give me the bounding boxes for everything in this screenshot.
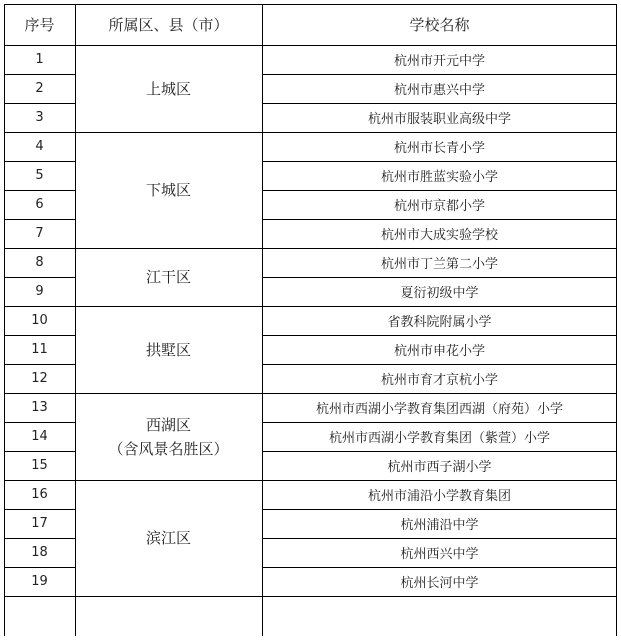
- school-name: 杭州市惠兴中学: [393, 83, 485, 98]
- school-name: 杭州西兴中学: [400, 547, 479, 562]
- row-divider: [262, 277, 617, 278]
- district-cell: [75, 248, 262, 306]
- row-number: 3: [35, 110, 44, 125]
- school-name: 省教科院附属小学: [387, 315, 492, 330]
- school-name: 杭州市大成实验学校: [380, 228, 498, 243]
- row-divider: [262, 103, 617, 104]
- row-divider: [262, 538, 617, 539]
- row-divider: [4, 219, 76, 220]
- school-name: 杭州市西湖小学教育集团（紫萱）小学: [328, 431, 550, 446]
- column-divider: [75, 4, 76, 636]
- row-number: 5: [35, 168, 44, 183]
- row-number: 10: [31, 313, 48, 328]
- school-name: 杭州市胜蓝实验小学: [380, 170, 498, 185]
- row-divider: [262, 219, 617, 220]
- row-divider: [4, 335, 76, 336]
- row-divider: [262, 74, 617, 75]
- header-district: 所属区、县（市）: [108, 16, 229, 34]
- district-name: 西湖区: [145, 415, 191, 434]
- school-name: 杭州浦沿中学: [400, 518, 479, 533]
- row-number: 18: [31, 545, 48, 560]
- district-name: 江干区: [145, 268, 191, 286]
- row-divider: [262, 161, 617, 162]
- row-divider: [4, 74, 76, 75]
- row-divider: [262, 422, 617, 423]
- district-name: 滨江区: [145, 529, 191, 547]
- school-name: 杭州市西湖小学教育集团西湖（府苑）小学: [315, 402, 563, 417]
- row-number: 11: [31, 342, 48, 357]
- district-note: （含风景名胜区）: [108, 439, 229, 458]
- row-divider: [4, 190, 76, 191]
- row-divider: [4, 103, 76, 104]
- school-name: 杭州市浦沿小学教育集团: [367, 489, 511, 504]
- school-name: 杭州市育才京杭小学: [380, 373, 498, 388]
- school-name: 杭州市西子湖小学: [387, 460, 492, 475]
- row-divider: [4, 248, 617, 249]
- row-divider: [4, 480, 617, 481]
- row-number: 4: [35, 139, 44, 154]
- row-divider: [4, 277, 76, 278]
- column-divider: [616, 4, 617, 636]
- district-cell: [75, 132, 262, 248]
- row-number: 15: [31, 458, 48, 473]
- school-name: 杭州市开元中学: [393, 54, 485, 69]
- row-divider: [262, 509, 617, 510]
- school-name: 杭州市丁兰第二小学: [380, 257, 498, 272]
- row-number: 17: [31, 516, 48, 531]
- row-divider: [262, 567, 617, 568]
- row-divider: [262, 451, 617, 452]
- row-divider: [4, 306, 617, 307]
- row-number: 2: [35, 81, 44, 96]
- row-number: 1: [35, 52, 44, 67]
- row-divider: [4, 509, 76, 510]
- school-name: 夏衍初级中学: [400, 286, 479, 301]
- row-divider: [4, 596, 617, 597]
- row-number: 12: [31, 371, 48, 386]
- row-divider: [4, 161, 76, 162]
- district-name: 拱墅区: [145, 340, 191, 359]
- row-divider: [262, 335, 617, 336]
- row-divider: [4, 422, 76, 423]
- row-number: 14: [31, 429, 48, 444]
- district-cell: [75, 393, 262, 480]
- row-divider: [262, 190, 617, 191]
- district-name: 下城区: [145, 181, 191, 199]
- row-number: 19: [31, 574, 48, 589]
- school-name: 杭州市长青小学: [393, 141, 485, 156]
- district-name: 上城区: [145, 79, 191, 98]
- column-divider: [4, 4, 5, 636]
- header-divider: [4, 45, 617, 46]
- column-divider: [262, 4, 263, 636]
- school-name: 杭州市京都小学: [393, 199, 485, 214]
- row-divider: [4, 364, 76, 365]
- district-cell: [75, 45, 262, 132]
- row-number: 7: [35, 226, 44, 241]
- district-cell: [75, 306, 262, 393]
- row-divider: [4, 393, 617, 394]
- row-number: 9: [35, 284, 44, 299]
- header-no: 序号: [24, 16, 55, 34]
- table-border-top: [4, 4, 617, 5]
- school-name: 杭州市服装职业高级中学: [367, 112, 511, 127]
- header-school: 学校名称: [409, 16, 470, 34]
- row-number: 16: [31, 487, 48, 502]
- row-divider: [4, 132, 617, 133]
- schools-table: [4, 4, 617, 644]
- row-divider: [262, 364, 617, 365]
- row-number: 6: [35, 197, 44, 212]
- row-number: 13: [31, 400, 48, 415]
- row-divider: [4, 451, 76, 452]
- row-number: 8: [35, 255, 44, 270]
- school-name: 杭州长河中学: [400, 576, 479, 591]
- row-divider: [4, 538, 76, 539]
- school-name: 杭州市申花小学: [393, 344, 485, 359]
- district-cell: [75, 480, 262, 596]
- row-divider: [4, 567, 76, 568]
